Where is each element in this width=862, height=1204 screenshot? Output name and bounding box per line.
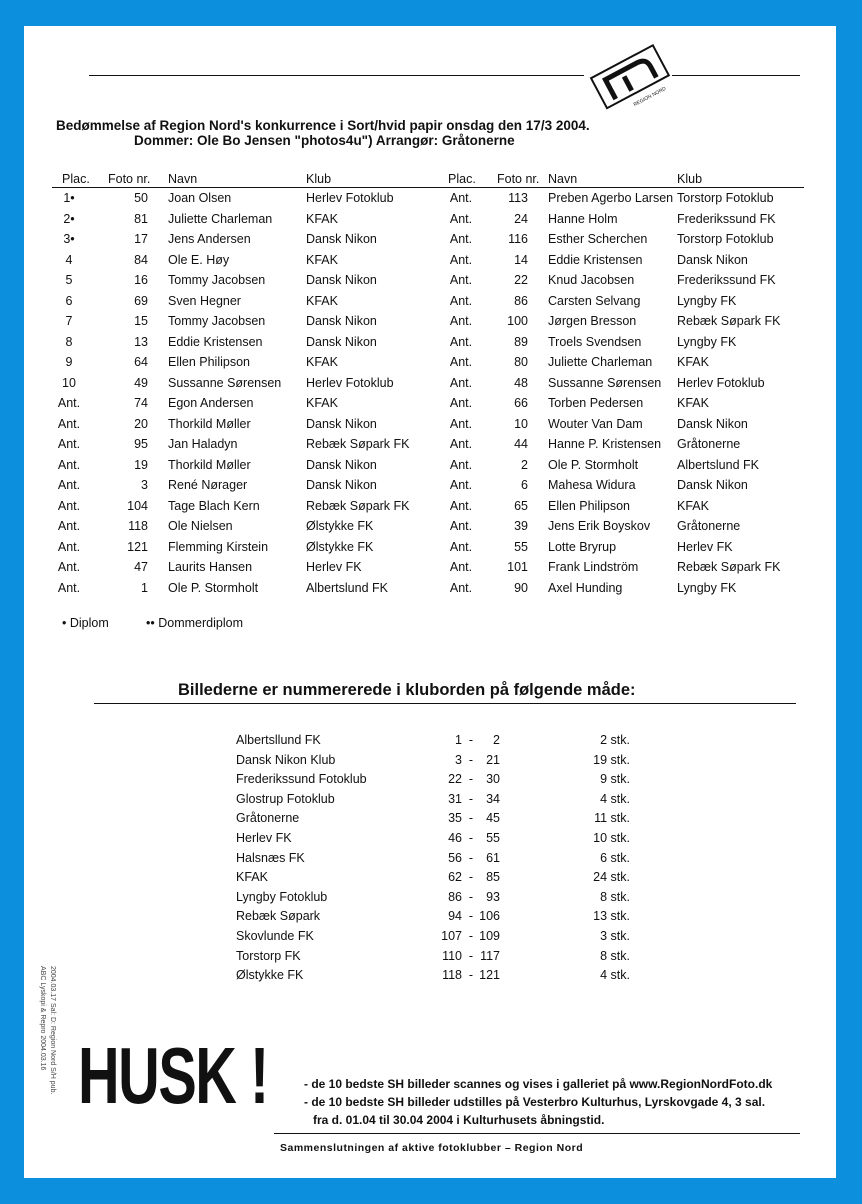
range-to: 106 bbox=[479, 909, 500, 924]
name-cell: Laurits Hansen bbox=[168, 560, 253, 574]
name-cell: Lotte Bryrup bbox=[548, 539, 617, 554]
name-cell: Axel Hunding bbox=[548, 580, 623, 595]
name-cell: Esther Scherchen bbox=[548, 232, 648, 246]
name-cell: Frank Lindström bbox=[548, 560, 639, 574]
name-cell: Preben Agerbo Larsen bbox=[548, 191, 674, 205]
document-page bbox=[24, 26, 836, 1178]
col-header-navn-left: Navn bbox=[168, 172, 198, 186]
club-cell: Lyngby FK bbox=[677, 580, 737, 595]
club-cell: KFAK bbox=[306, 396, 338, 410]
husk-note-gallery: - de 10 bedste SH billeder scannes og vises i galleriet på www.RegionNordFoto.dk bbox=[304, 1077, 773, 1091]
name-cell: Jens Andersen bbox=[168, 232, 251, 246]
range-dash: - bbox=[468, 752, 474, 767]
name-cell: Egon Andersen bbox=[168, 396, 254, 410]
name-cell: Sussanne Sørensen bbox=[168, 375, 282, 390]
plac-cell: Ant. bbox=[57, 560, 81, 574]
name-cell: René Nørager bbox=[168, 478, 248, 492]
range-dash: - bbox=[468, 791, 474, 806]
club-cell: Rebæk Søpark FK bbox=[306, 498, 410, 513]
club-name: Skovlunde FK bbox=[236, 929, 314, 943]
plac-cell: Ant. bbox=[449, 498, 473, 513]
clubs-section-rule bbox=[94, 703, 796, 704]
range-to: 85 bbox=[486, 870, 500, 885]
foto-nr-cell: 104 bbox=[127, 498, 148, 513]
club-name: Halsnæs FK bbox=[236, 850, 305, 865]
club-name: Ølstykke FK bbox=[236, 968, 304, 983]
name-cell: Thorkild Møller bbox=[168, 416, 251, 431]
range-from: 94 bbox=[448, 909, 462, 924]
club-cell: KFAK bbox=[306, 293, 338, 308]
name-cell: Tommy Jacobsen bbox=[168, 273, 266, 287]
club-cell: KFAK bbox=[306, 355, 338, 369]
range-from: 62 bbox=[448, 870, 462, 885]
plac-cell: Ant. bbox=[57, 519, 81, 533]
range-from: 31 bbox=[448, 791, 462, 806]
range-to: 34 bbox=[486, 791, 500, 806]
name-cell: Juliette Charleman bbox=[168, 211, 273, 226]
name-cell: Jørgen Bresson bbox=[548, 314, 637, 328]
plac-cell: Ant. bbox=[449, 334, 473, 349]
husk-note-exhibition: - de 10 bedste SH billeder udstilles på Vesterbro Kulturhus, Lyrskovgade 4, 3 sal. bbox=[304, 1095, 766, 1109]
club-cell: KFAK bbox=[306, 252, 338, 267]
name-cell: Ole P. Stormholt bbox=[168, 580, 259, 595]
club-cell: Frederikssund FK bbox=[677, 211, 776, 226]
foto-nr-cell: 95 bbox=[134, 437, 148, 451]
club-name: Lyngby Fotoklub bbox=[236, 889, 328, 904]
dommer-label: Dommerdiplom bbox=[158, 616, 243, 630]
plac-cell: Ant. bbox=[57, 416, 81, 431]
range-to: 61 bbox=[486, 850, 500, 865]
plac-cell: Ant. bbox=[449, 416, 473, 431]
plac-cell: Ant. bbox=[57, 498, 81, 513]
foto-nr-cell: 90 bbox=[514, 580, 528, 595]
dommer-mark: •• bbox=[146, 616, 155, 630]
plac-cell: Ant. bbox=[449, 539, 473, 554]
plac-cell: Ant. bbox=[449, 375, 473, 390]
page-subtitle: Dommer: Ole Bo Jensen "photos4u") Arrangør: Gråtonerne bbox=[134, 133, 515, 148]
top-rule-right bbox=[672, 75, 800, 76]
foto-nr-cell: 6 bbox=[521, 478, 528, 492]
plac-cell: Ant. bbox=[449, 560, 473, 574]
photo-count: 8 stk. bbox=[600, 889, 630, 904]
plac-cell: Ant. bbox=[449, 519, 473, 533]
foto-nr-cell: 81 bbox=[134, 211, 148, 226]
name-cell: Ole Nielsen bbox=[168, 519, 233, 533]
plac-cell: Ant. bbox=[449, 478, 473, 492]
range-to: 121 bbox=[479, 968, 500, 983]
club-cell: Herlev FK bbox=[677, 539, 733, 554]
club-cell: Dansk Nikon bbox=[677, 416, 748, 431]
range-from: 107 bbox=[441, 929, 462, 943]
top-rule-left bbox=[89, 75, 584, 76]
club-name: Rebæk Søpark bbox=[236, 909, 321, 924]
page-title: Bedømmelse af Region Nord's konkurrence i Sort/hvid papir onsdag den 17/3 2004. bbox=[56, 118, 590, 133]
club-cell: Dansk Nikon bbox=[306, 273, 377, 287]
club-name: Herlev FK bbox=[236, 831, 292, 845]
foto-nr-cell: 101 bbox=[507, 560, 528, 574]
col-header-klub-left: Klub bbox=[306, 172, 332, 186]
foto-nr-cell: 50 bbox=[134, 191, 148, 205]
club-cell: Dansk Nikon bbox=[306, 416, 377, 431]
club-cell: Dansk Nikon bbox=[677, 478, 748, 492]
foto-nr-cell: 3 bbox=[141, 478, 148, 492]
club-cell: KFAK bbox=[677, 396, 709, 410]
plac-cell: 9 bbox=[65, 355, 73, 369]
club-cell: Herlev Fotoklub bbox=[677, 375, 765, 390]
range-from: 110 bbox=[442, 948, 462, 963]
name-cell: Hanne P. Kristensen bbox=[548, 437, 662, 451]
foto-nr-cell: 2 bbox=[521, 457, 528, 472]
foto-nr-cell: 84 bbox=[134, 252, 148, 267]
plac-cell: Ant. bbox=[449, 457, 473, 472]
foto-nr-cell: 89 bbox=[514, 334, 528, 349]
legend-dommerdiplom bbox=[146, 616, 243, 630]
foto-nr-cell: 80 bbox=[514, 355, 528, 369]
club-cell: Lyngby FK bbox=[677, 334, 737, 349]
col-header-foto-right: Foto nr. bbox=[497, 172, 540, 186]
photo-count: 2 stk. bbox=[600, 733, 630, 747]
name-cell: Ole P. Stormholt bbox=[548, 457, 639, 472]
club-cell: Dansk Nikon bbox=[306, 314, 377, 328]
foto-nr-cell: 22 bbox=[514, 273, 528, 287]
col-header-navn-right: Navn bbox=[548, 172, 578, 186]
foto-nr-cell: 15 bbox=[134, 314, 148, 328]
name-cell: Ole E. Høy bbox=[168, 252, 230, 267]
range-dash: - bbox=[468, 948, 474, 963]
club-cell: Rebæk Søpark FK bbox=[306, 437, 410, 451]
foto-nr-cell: 44 bbox=[514, 437, 528, 451]
plac-cell: Ant. bbox=[449, 232, 473, 246]
logo-text: REGION NORD bbox=[632, 85, 668, 109]
club-cell: KFAK bbox=[306, 211, 338, 226]
range-to: 2 bbox=[493, 733, 500, 747]
foto-nr-cell: 64 bbox=[134, 355, 148, 369]
husk-note-dates: fra d. 01.04 til 30.04 2004 i Kulturhusets åbningstid. bbox=[313, 1113, 605, 1127]
range-to: 55 bbox=[486, 831, 500, 845]
name-cell: Knud Jacobsen bbox=[548, 273, 635, 287]
col-header-plac-left: Plac. bbox=[62, 172, 90, 186]
club-cell: Frederikssund FK bbox=[677, 273, 776, 287]
range-to: 93 bbox=[486, 889, 500, 904]
foto-nr-cell: 66 bbox=[514, 396, 528, 410]
foto-nr-cell: 10 bbox=[514, 416, 528, 431]
club-cell: KFAK bbox=[677, 355, 709, 369]
club-cell: Rebæk Søpark FK bbox=[677, 314, 781, 328]
region-nord-logo bbox=[584, 40, 674, 110]
range-from: 35 bbox=[448, 811, 462, 826]
plac-cell: Ant. bbox=[57, 478, 81, 492]
foto-nr-cell: 24 bbox=[514, 211, 528, 226]
diplom-label: Diplom bbox=[69, 616, 109, 630]
foto-nr-cell: 39 bbox=[514, 519, 528, 533]
plac-cell: Ant. bbox=[57, 396, 81, 410]
club-cell: Dansk Nikon bbox=[306, 478, 377, 492]
table-header-rule bbox=[52, 187, 804, 188]
photo-count: 19 stk. bbox=[593, 752, 630, 767]
name-cell: Ellen Philipson bbox=[548, 498, 630, 513]
range-dash: - bbox=[468, 929, 474, 943]
club-name: Glostrup Fotoklub bbox=[236, 791, 335, 806]
plac-cell: 1• bbox=[63, 191, 75, 205]
club-cell: Lyngby FK bbox=[677, 293, 737, 308]
footer-rule bbox=[274, 1133, 800, 1134]
name-cell: Carsten Selvang bbox=[548, 293, 641, 308]
foto-nr-cell: 20 bbox=[134, 416, 148, 431]
husk-heading: HUSK ! bbox=[78, 1031, 268, 1120]
range-to: 21 bbox=[486, 752, 500, 767]
plac-cell: Ant. bbox=[449, 273, 473, 287]
foto-nr-cell: 49 bbox=[134, 375, 148, 390]
col-header-foto-left: Foto nr. bbox=[108, 172, 151, 186]
range-from: 86 bbox=[448, 889, 462, 904]
range-dash: - bbox=[468, 831, 474, 845]
plac-cell: Ant. bbox=[449, 396, 473, 410]
photo-count: 3 stk. bbox=[600, 929, 630, 943]
plac-cell: Ant. bbox=[449, 293, 473, 308]
plac-cell: Ant. bbox=[449, 191, 473, 205]
plac-cell: Ant. bbox=[449, 252, 473, 267]
foto-nr-cell: 14 bbox=[514, 252, 528, 267]
footer-text: Sammenslutningen af aktive fotoklubber – Region Nord bbox=[280, 1142, 584, 1154]
club-cell: Dansk Nikon bbox=[306, 232, 377, 246]
plac-cell: Ant. bbox=[449, 580, 473, 595]
club-cell: Dansk Nikon bbox=[306, 334, 377, 349]
photo-count: 6 stk. bbox=[600, 850, 630, 865]
name-cell: Wouter Van Dam bbox=[548, 416, 643, 431]
name-cell: Jan Haladyn bbox=[168, 437, 238, 451]
plac-cell: 7 bbox=[65, 314, 73, 328]
plac-cell: 2• bbox=[63, 211, 75, 226]
foto-nr-cell: 118 bbox=[128, 519, 148, 533]
range-dash: - bbox=[468, 889, 474, 904]
plac-cell: Ant. bbox=[57, 539, 81, 554]
foto-nr-cell: 1 bbox=[141, 580, 148, 595]
plac-cell: 10 bbox=[62, 375, 76, 390]
plac-cell: Ant. bbox=[449, 211, 473, 226]
foto-nr-cell: 13 bbox=[134, 334, 148, 349]
club-cell: Herlev Fotoklub bbox=[306, 375, 394, 390]
photo-count: 13 stk. bbox=[593, 909, 630, 924]
plac-cell: 4 bbox=[65, 252, 73, 267]
range-to: 30 bbox=[486, 772, 500, 787]
name-cell: Thorkild Møller bbox=[168, 457, 251, 472]
photo-count: 24 stk. bbox=[593, 870, 630, 885]
range-dash: - bbox=[468, 811, 474, 826]
name-cell: Hanne Holm bbox=[548, 211, 618, 226]
range-dash: - bbox=[468, 968, 474, 983]
club-name: Dansk Nikon Klub bbox=[236, 752, 336, 767]
plac-cell: 3• bbox=[63, 232, 75, 246]
name-cell: Ellen Philipson bbox=[168, 355, 250, 369]
name-cell: Juliette Charleman bbox=[548, 355, 653, 369]
foto-nr-cell: 65 bbox=[514, 498, 528, 513]
range-from: 118 bbox=[442, 968, 462, 983]
foto-nr-cell: 121 bbox=[127, 539, 148, 554]
plac-cell: Ant. bbox=[449, 314, 473, 328]
foto-nr-cell: 17 bbox=[134, 232, 148, 246]
foto-nr-cell: 16 bbox=[134, 273, 148, 287]
range-dash: - bbox=[468, 772, 474, 787]
foto-nr-cell: 100 bbox=[507, 314, 528, 328]
photo-count: 8 stk. bbox=[600, 948, 630, 963]
club-name: Torstorp FK bbox=[236, 948, 301, 963]
plac-cell: 8 bbox=[65, 334, 73, 349]
foto-nr-cell: 19 bbox=[134, 457, 148, 472]
name-cell: Sven Hegner bbox=[168, 293, 241, 308]
range-dash: - bbox=[468, 733, 474, 747]
name-cell: Tommy Jacobsen bbox=[168, 314, 266, 328]
club-cell: KFAK bbox=[677, 498, 709, 513]
name-cell: Jens Erik Boyskov bbox=[548, 519, 651, 533]
plac-cell: Ant. bbox=[449, 437, 473, 451]
plac-cell: 5 bbox=[65, 273, 73, 287]
range-from: 1 bbox=[455, 733, 462, 747]
plac-cell: Ant. bbox=[57, 580, 81, 595]
club-cell: Ølstykke FK bbox=[306, 519, 374, 533]
side-print-info-2: ABC Lyskopi & Repro 2004.03.16 bbox=[39, 966, 46, 1071]
foto-nr-cell: 55 bbox=[514, 539, 528, 554]
plac-cell: Ant. bbox=[57, 437, 81, 451]
range-from: 56 bbox=[448, 850, 462, 865]
plac-cell: Ant. bbox=[449, 355, 473, 369]
side-print-info-1: 2004.03.17 Sal: D: Region Nord S/H pub. bbox=[49, 966, 56, 1095]
club-cell: Rebæk Søpark FK bbox=[677, 560, 781, 574]
range-to: 109 bbox=[479, 929, 500, 943]
photo-count: 10 stk. bbox=[593, 831, 630, 845]
photo-count: 11 stk. bbox=[594, 811, 630, 826]
club-name: Frederikssund Fotoklub bbox=[236, 772, 367, 787]
club-cell: Torstorp Fotoklub bbox=[677, 232, 774, 246]
col-header-klub-right: Klub bbox=[677, 172, 703, 186]
photo-count: 4 stk. bbox=[600, 791, 630, 806]
club-cell: Gråtonerne bbox=[677, 519, 741, 533]
name-cell: Eddie Kristensen bbox=[548, 252, 643, 267]
photo-count: 4 stk. bbox=[600, 968, 630, 983]
plac-cell: Ant. bbox=[57, 457, 81, 472]
name-cell: Torben Pedersen bbox=[548, 396, 644, 410]
range-from: 22 bbox=[448, 772, 462, 787]
foto-nr-cell: 74 bbox=[134, 396, 148, 410]
clubs-section-title: Billederne er nummererede i kluborden på følgende måde: bbox=[178, 681, 636, 699]
name-cell: Sussanne Sørensen bbox=[548, 375, 662, 390]
club-cell: Gråtonerne bbox=[677, 437, 741, 451]
club-name: Gråtonerne bbox=[236, 811, 300, 826]
club-cell: Herlev FK bbox=[306, 560, 362, 574]
foto-nr-cell: 47 bbox=[134, 560, 148, 574]
foto-nr-cell: 116 bbox=[508, 232, 528, 246]
club-cell: Herlev Fotoklub bbox=[306, 191, 394, 205]
club-cell: Torstorp Fotoklub bbox=[677, 191, 774, 205]
name-cell: Tage Blach Kern bbox=[168, 498, 260, 513]
foto-nr-cell: 113 bbox=[508, 191, 528, 205]
photo-count: 9 stk. bbox=[600, 772, 630, 787]
name-cell: Troels Svendsen bbox=[548, 334, 642, 349]
name-cell: Eddie Kristensen bbox=[168, 334, 263, 349]
name-cell: Mahesa Widura bbox=[548, 478, 636, 492]
club-cell: Albertslund FK bbox=[677, 457, 759, 472]
range-from: 46 bbox=[448, 831, 462, 845]
col-header-plac-right: Plac. bbox=[448, 172, 476, 186]
name-cell: Joan Olsen bbox=[168, 191, 232, 205]
plac-cell: 6 bbox=[65, 293, 73, 308]
range-from: 3 bbox=[455, 752, 462, 767]
name-cell: Flemming Kirstein bbox=[168, 539, 269, 554]
club-name: Albertsllund FK bbox=[236, 733, 321, 747]
foto-nr-cell: 48 bbox=[514, 375, 528, 390]
legend-diplom bbox=[62, 616, 109, 630]
club-cell: Dansk Nikon bbox=[677, 252, 748, 267]
range-dash: - bbox=[468, 909, 474, 924]
club-cell: Dansk Nikon bbox=[306, 457, 377, 472]
club-cell: Ølstykke FK bbox=[306, 539, 374, 554]
foto-nr-cell: 69 bbox=[134, 293, 148, 308]
club-name: KFAK bbox=[236, 870, 268, 885]
range-to: 117 bbox=[480, 948, 500, 963]
club-cell: Albertslund FK bbox=[306, 580, 388, 595]
diplom-mark: • bbox=[62, 616, 67, 630]
range-to: 45 bbox=[486, 811, 500, 826]
range-dash: - bbox=[468, 870, 474, 885]
range-dash: - bbox=[468, 850, 474, 865]
foto-nr-cell: 86 bbox=[514, 293, 528, 308]
